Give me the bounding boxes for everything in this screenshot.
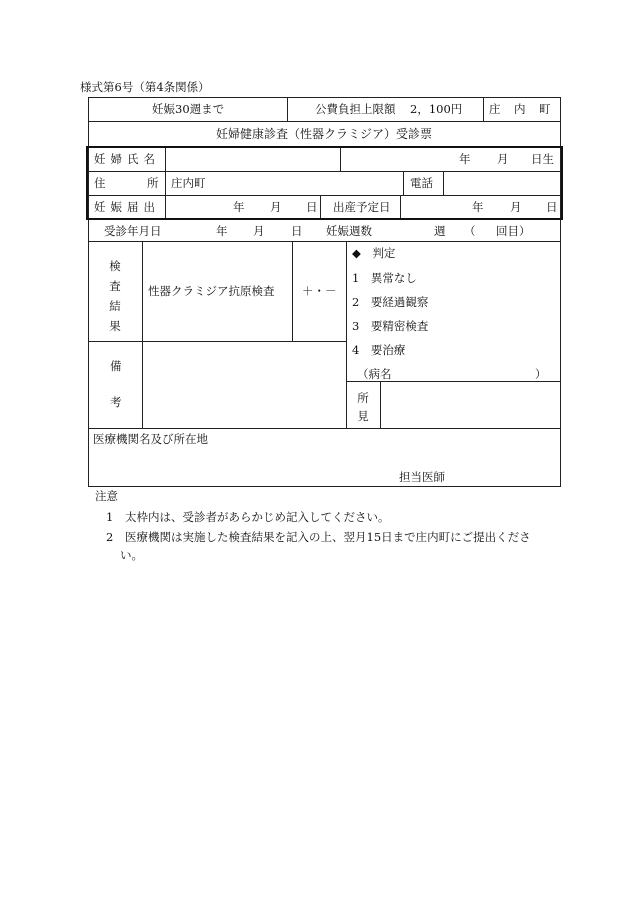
visit-month-label: 月 bbox=[253, 224, 265, 238]
judgment-label: ◆ 判定 bbox=[352, 246, 396, 260]
note-2-continuation: い。 bbox=[120, 548, 143, 562]
birth-month-label: 月 bbox=[497, 152, 509, 166]
visit-year-label: 年 bbox=[216, 224, 228, 238]
phone-field[interactable] bbox=[447, 174, 557, 192]
findings-label: 所 見 bbox=[357, 391, 369, 423]
public-limit-amount: 2，100円 bbox=[410, 102, 463, 116]
birth-date-field[interactable] bbox=[345, 150, 453, 168]
facility-field[interactable] bbox=[93, 450, 393, 482]
address-field[interactable]: 庄内町 bbox=[171, 176, 206, 190]
address-label-part1: 住 bbox=[94, 176, 106, 190]
pregnancy-week-limit: 妊娠30週まで bbox=[152, 102, 225, 116]
judgment-option-3[interactable]: 3 要精密検査 bbox=[352, 319, 429, 333]
disease-name-label: （病名 bbox=[357, 367, 392, 381]
address-label-part2: 所 bbox=[147, 176, 159, 190]
notes-title: 注意 bbox=[95, 489, 118, 503]
due-date-label: 出産予定日 bbox=[333, 200, 391, 214]
facility-label: 医療機関名及び所在地 bbox=[93, 432, 208, 446]
due-day-label: 日 bbox=[546, 200, 558, 214]
note-2-text: 医療機関は実施した検査結果を記入の上、翌月15日まで庄内町にご提出くださ bbox=[125, 530, 531, 544]
visit-count-open: （ bbox=[464, 224, 476, 238]
remarks-label-part2: 考 bbox=[110, 395, 122, 409]
notif-year-label: 年 bbox=[233, 200, 245, 214]
judgment-option-2[interactable]: 2 要経過観察 bbox=[352, 295, 429, 309]
form-number: 様式第6号（第4条関係） bbox=[80, 80, 210, 94]
test-name: 性器クラミジア抗原検査 bbox=[148, 284, 275, 298]
visit-date-label: 受診年月日 bbox=[104, 224, 162, 238]
pregnancy-weeks-label: 妊娠週数 bbox=[326, 224, 372, 238]
public-limit-label: 公費負担上限額 bbox=[315, 102, 396, 116]
birth-year-label: 年 bbox=[459, 152, 471, 166]
due-month-label: 月 bbox=[510, 200, 522, 214]
result-section-label: 検 査 結 果 bbox=[109, 259, 121, 333]
town-name: 庄 内 町 bbox=[489, 102, 552, 116]
notif-month-label: 月 bbox=[270, 200, 282, 214]
result-options[interactable]: ＋・－ bbox=[302, 284, 337, 298]
doctor-label: 担当医師 bbox=[399, 470, 445, 484]
remarks-label-part1: 備 bbox=[110, 359, 122, 373]
notification-label: 妊娠届出 bbox=[94, 200, 160, 214]
findings-field[interactable] bbox=[384, 385, 557, 425]
note-1-text: 太枠内は、受診者があらかじめ記入してください。 bbox=[125, 510, 390, 524]
birth-day-label: 日生 bbox=[531, 152, 554, 166]
visit-count-label: 回目） bbox=[496, 224, 531, 238]
phone-label: 電話 bbox=[410, 176, 433, 190]
due-year-label: 年 bbox=[472, 200, 484, 214]
name-field[interactable] bbox=[170, 150, 335, 168]
remarks-field[interactable] bbox=[146, 345, 342, 425]
judgment-option-4[interactable]: 4 要治療 bbox=[352, 343, 406, 357]
page-title: 妊婦健康診査（性器クラミジア）受診票 bbox=[216, 127, 433, 141]
notif-day-label: 日 bbox=[306, 200, 318, 214]
judgment-option-1[interactable]: 1 異常なし bbox=[352, 271, 417, 285]
visit-day-label: 日 bbox=[291, 224, 303, 238]
name-label: 妊婦氏名 bbox=[94, 152, 160, 166]
note-1-number: 1 bbox=[106, 510, 114, 524]
week-unit-label: 週 bbox=[434, 224, 446, 238]
note-2-number: 2 bbox=[106, 530, 114, 544]
disease-name-close: ） bbox=[535, 367, 547, 381]
